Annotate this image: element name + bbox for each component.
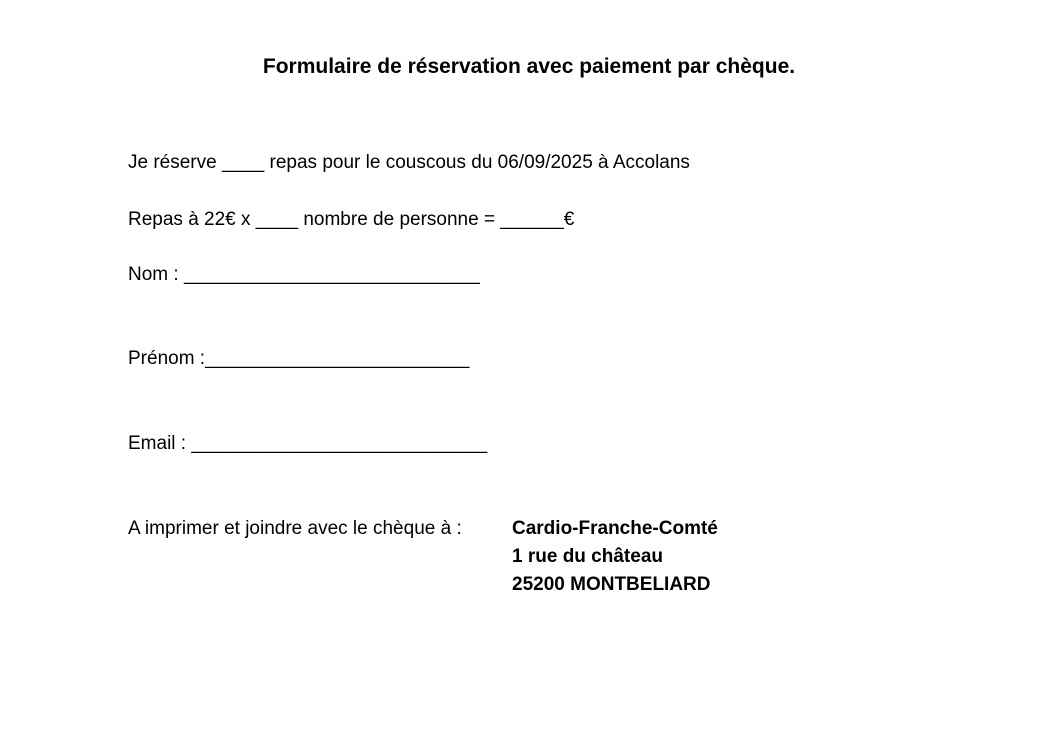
address-street: 1 rue du château [512,546,663,567]
mailing-instruction: A imprimer et joindre avec le chèque à : [128,518,462,539]
prenom-field-line: Prénom :_________________________ [128,348,470,369]
nom-field-line: Nom : ____________________________ [128,264,480,285]
email-field-line: Email : ____________________________ [128,433,488,454]
address-city: 25200 MONTBELIARD [512,574,711,595]
price-line: Repas à 22€ x ____ nombre de personne = ______€ [128,209,575,230]
reservation-line: Je réserve ____ repas pour le couscous du 06/09/2025 à Accolans [128,152,690,173]
form-title: Formulaire de réservation avec paiement par chèque. [262,55,796,78]
address-name: Cardio-Franche-Comté [512,518,718,539]
